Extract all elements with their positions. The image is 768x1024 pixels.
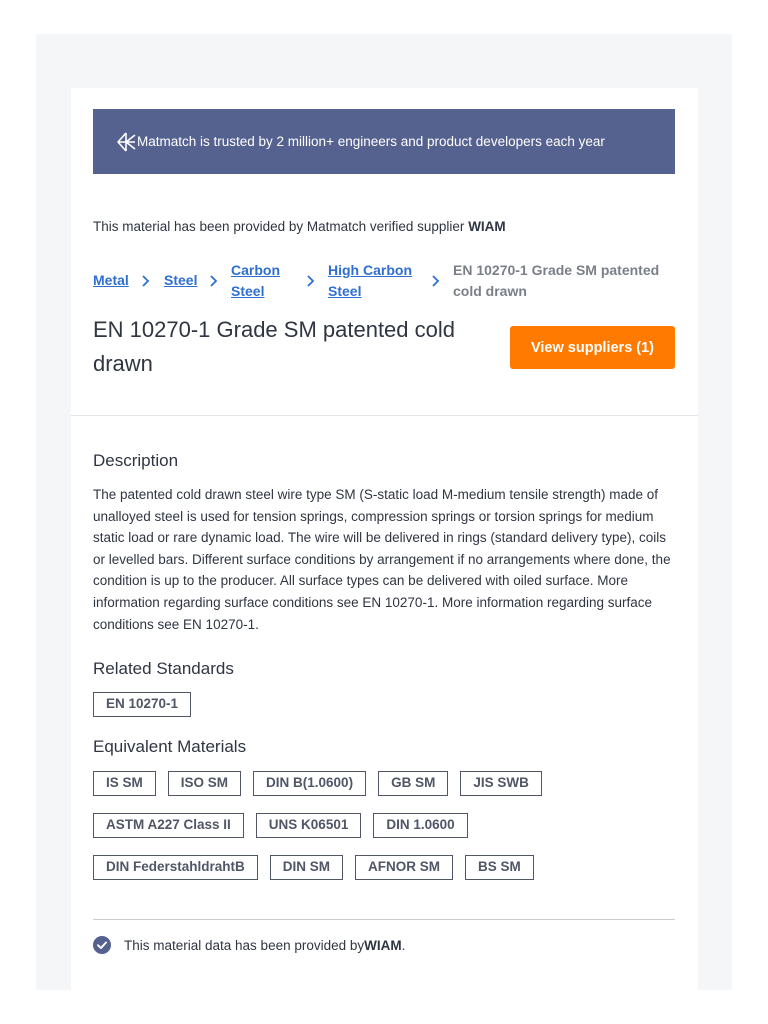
- breadcrumb-high-carbon-steel-line2[interactable]: Steel: [328, 283, 362, 299]
- description-heading: Description: [93, 451, 179, 470]
- equivalent-material-tag[interactable]: DIN FederstahldrahtB: [93, 855, 258, 880]
- breadcrumb-steel[interactable]: Steel: [164, 272, 198, 288]
- breadcrumb: [93, 260, 675, 304]
- chevron-right-icon: [141, 274, 151, 288]
- supplier-info: [93, 219, 506, 234]
- equivalent-materials-row-3: [93, 855, 534, 880]
- data-provider-suffix: .: [401, 937, 406, 953]
- related-standards-list: [93, 692, 191, 717]
- breadcrumb-carbon-steel[interactable]: [231, 260, 280, 302]
- equivalent-material-tag[interactable]: UNS K06501: [256, 813, 362, 838]
- equivalent-material-tag[interactable]: AFNOR SM: [355, 855, 453, 880]
- data-provider-prefix: This material data has been provided by: [124, 937, 365, 953]
- chevron-right-icon: [306, 274, 316, 288]
- matmatch-logo-icon: [115, 131, 137, 153]
- page-title-line1: EN 10270-1 Grade SM patented cold: [93, 317, 456, 342]
- equivalent-material-tag[interactable]: BS SM: [465, 855, 534, 880]
- equivalent-material-tag[interactable]: DIN SM: [270, 855, 343, 880]
- equivalent-material-tag[interactable]: ASTM A227 Class II: [93, 813, 244, 838]
- trust-banner: [93, 109, 675, 174]
- page-title-line2: drawn: [93, 351, 153, 376]
- breadcrumb-current: [453, 260, 659, 302]
- description-text: The patented cold drawn steel wire type SM (S-static load M-medium tensile strength) made of unalloyed steel is used for tension springs, compression springs or torsion springs for medium static load or rare dynamic load. The wire will be delivered in rings (standard delivery type), coils or levelled bars. Different surface conditions by arrangement if no arrangements where done, the condition is up to the producer. All surface types can be delivered with oiled surface. More information regarding surface conditions see EN 10270-1. More information regarding surface conditions see EN 10270-1.: [93, 487, 671, 632]
- equivalent-material-tag[interactable]: ISO SM: [168, 771, 241, 796]
- equivalent-material-tag[interactable]: DIN B(1.0600): [253, 771, 366, 796]
- equivalent-materials-heading: Equivalent Materials: [93, 737, 247, 756]
- breadcrumb-current-line1: EN 10270-1 Grade SM patented: [453, 262, 660, 278]
- chevron-right-icon: [431, 274, 441, 288]
- trust-banner-text: Matmatch is trusted by 2 million+ engineers and product developers each year: [137, 134, 605, 149]
- data-provider-note: [93, 936, 405, 954]
- breadcrumb-carbon-steel-line1[interactable]: Carbon: [231, 262, 280, 278]
- equivalent-material-tag[interactable]: IS SM: [93, 771, 156, 796]
- equivalent-material-tag[interactable]: DIN 1.0600: [373, 813, 467, 838]
- supplier-name: WIAM: [468, 219, 506, 234]
- standard-tag[interactable]: EN 10270-1: [93, 692, 191, 717]
- breadcrumb-high-carbon-steel-line1[interactable]: High Carbon: [328, 262, 412, 278]
- page-title: [93, 313, 493, 381]
- equivalent-material-tag[interactable]: JIS SWB: [460, 771, 542, 796]
- data-provider-name: WIAM: [364, 937, 402, 953]
- related-standards-heading: Related Standards: [93, 659, 234, 678]
- equivalent-material-tag[interactable]: GB SM: [378, 771, 448, 796]
- breadcrumb-carbon-steel-line2[interactable]: Steel: [231, 283, 265, 299]
- equivalent-materials-row-2: [93, 813, 468, 838]
- breadcrumb-current-line2: cold drawn: [453, 283, 527, 299]
- breadcrumb-high-carbon-steel[interactable]: [328, 260, 412, 302]
- view-suppliers-button[interactable]: View suppliers (1): [510, 326, 675, 369]
- verified-check-icon: [93, 936, 111, 954]
- footer-divider: [93, 919, 675, 920]
- breadcrumb-metal[interactable]: Metal: [93, 272, 129, 288]
- chevron-right-icon: [209, 274, 219, 288]
- supplier-prefix: This material has been provided by Matmatch verified supplier: [93, 219, 469, 234]
- equivalent-materials-row-1: [93, 771, 542, 796]
